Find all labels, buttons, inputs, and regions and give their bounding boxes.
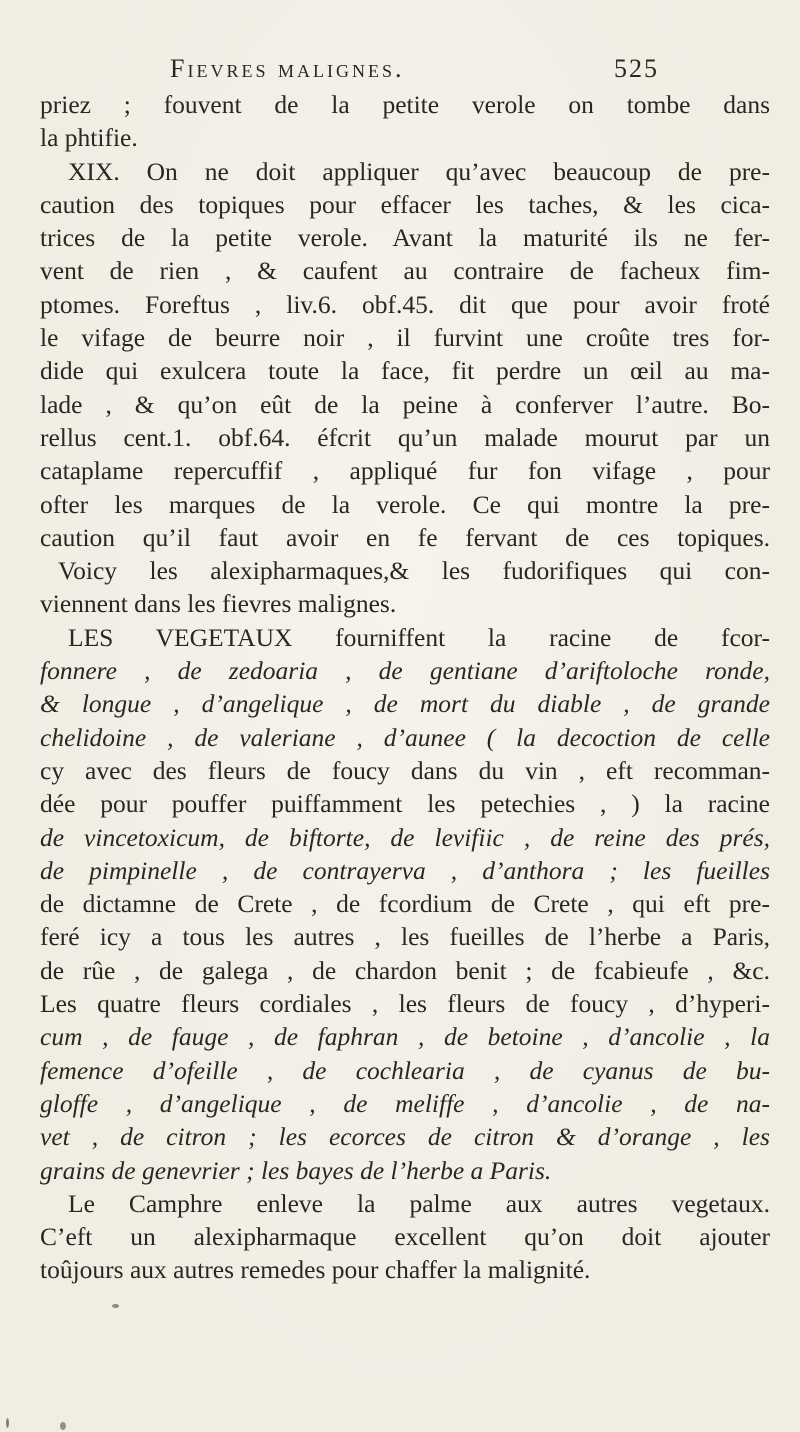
- text-line: lade , & qu’on eût de la peine à conferver l’autre. Bo-: [40, 389, 770, 419]
- text-line: dée pour pouffer puiffamment les petechies , ) la racine: [40, 789, 770, 819]
- text-line: de pimpinelle , de contrayerva , d’anthora ; les fueilles: [40, 855, 770, 885]
- text-line: grains de genevrier ; les bayes de l’herbe a Paris.: [40, 1155, 552, 1185]
- text-line: la phtifie.: [40, 123, 138, 153]
- text-line: femence d’ofeille , de cochlearia , de cyanus de bu-: [40, 1055, 770, 1085]
- text-line: feré icy a tous les autres , les fueilles de l’herbe a Paris,: [40, 922, 770, 952]
- text-line: le vifage de beurre noir , il furvint une croûte tres for-: [40, 323, 770, 353]
- text-line: ofter les marques de la verole. Ce qui montre la pre-: [40, 489, 770, 519]
- text-line: vet , de citron ; les ecorces de citron & d’orange , les: [40, 1122, 770, 1152]
- body-text: [40, 88, 770, 1287]
- text-line: caution qu’il faut avoir en fe fervant de ces topiques.: [40, 522, 770, 552]
- text-line: chelidoine , de valeriane , d’aunee ( la decoction de celle: [40, 722, 770, 752]
- text-line: viennent dans les fievres malignes.: [40, 589, 397, 619]
- page-number: 525: [614, 54, 659, 83]
- text-line: trices de la petite verole. Avant la maturité ils ne fer-: [40, 223, 770, 253]
- text-line: Les quatre fleurs cordiales , les fleurs de foucy , d’hyperi-: [40, 989, 770, 1019]
- text-line: ptomes. Foreftus , liv.6. obf.45. dit que pour avoir froté: [40, 289, 770, 319]
- text-line: C’eft un alexipharmaque excellent qu’on doit ajouter: [40, 1222, 770, 1252]
- text-line: cataplame repercuffif , appliqué fur fon vifage , pour: [40, 456, 770, 486]
- text-line: de vincetoxicum, de biftorte, de levifiic , de reine des prés,: [40, 822, 770, 852]
- text-line: cy avec des fleurs de foucy dans du vin , eft recomman-: [40, 755, 770, 785]
- text-line: rellus cent.1. obf.64. éfcrit qu’un malade mourut par un: [40, 422, 770, 452]
- page-header: [0, 50, 800, 90]
- text-line: priez ; fouvent de la petite verole on tombe dans: [40, 90, 770, 119]
- text-line: LES VEGETAUX fourniffent la racine de fcor-: [68, 622, 770, 652]
- ink-speck: [6, 1418, 9, 1428]
- text-line: de dictamne de Crete , de fcordium de Crete , qui eft pre-: [40, 889, 770, 919]
- text-line: caution des topiques pour effacer les taches, & les cica-: [40, 189, 770, 219]
- ink-speck: [112, 1304, 119, 1308]
- text-line: gloffe , d’angelique , de meliffe , d’ancolie , de na-: [40, 1088, 770, 1118]
- text-line: & longue , d’angelique , de mort du diable , de grande: [40, 689, 770, 719]
- text-line: Voicy les alexipharmaques,& les fudorifiques qui con-: [58, 556, 770, 586]
- text-line: dide qui exulcera toute la face, fit perdre un œil au ma-: [40, 356, 770, 386]
- ink-speck: [108, 1275, 112, 1278]
- ink-speck: [60, 1422, 66, 1430]
- running-title: Fievres malignes.: [170, 54, 405, 83]
- text-line: fonnere , de zedoaria , de gentiane d’ariftoloche ronde,: [40, 656, 770, 686]
- text-line: Le Camphre enleve la palme aux autres vegetaux.: [68, 1188, 770, 1218]
- text-line: cum , de fauge , de faphran , de betoine , d’ancolie , la: [40, 1022, 770, 1052]
- text-line: XIX. On ne doit appliquer qu’avec beaucoup de pre-: [68, 156, 770, 186]
- text-line: toûjours aux autres remedes pour chaffer la malignité.: [40, 1255, 591, 1285]
- text-line: de rûe , de galega , de chardon benit ; de fcabieufe , &c.: [40, 955, 770, 985]
- text-line: vent de rien , & caufent au contraire de facheux fim-: [40, 256, 770, 286]
